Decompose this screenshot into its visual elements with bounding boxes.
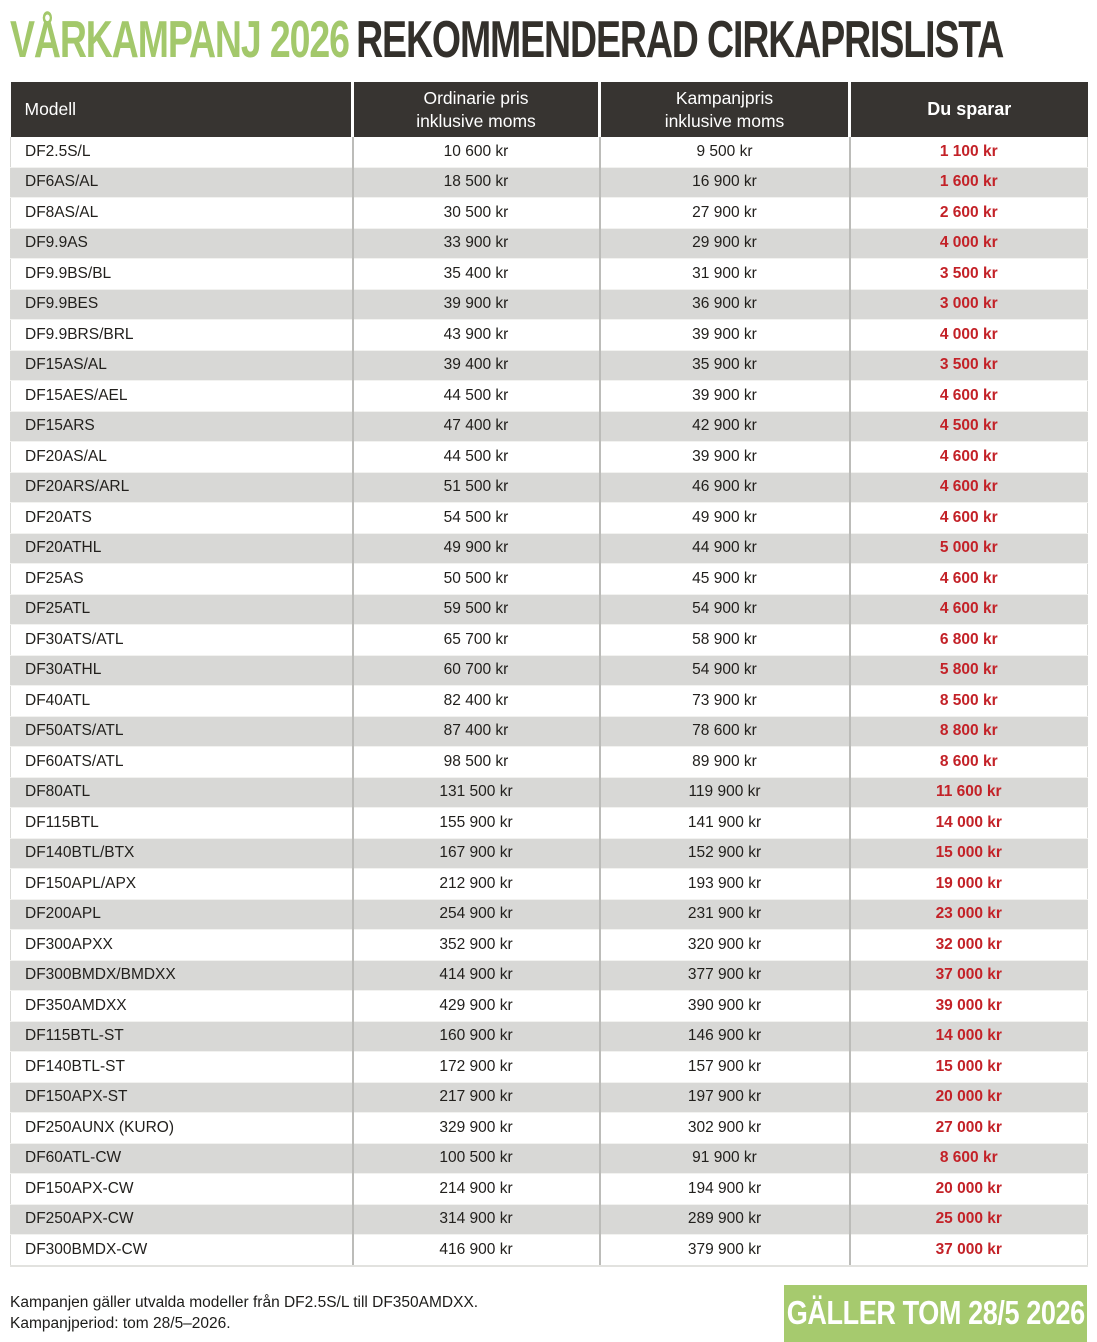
cell-ordinary-price: 35 400 kr xyxy=(353,259,600,290)
cell-campaign-price: 39 900 kr xyxy=(600,381,850,412)
table-row xyxy=(11,411,1088,442)
table-row xyxy=(11,503,1088,534)
cell-campaign-price: 152 900 kr xyxy=(600,838,850,869)
cell-model: DF60ATL-CW xyxy=(11,1143,353,1174)
cell-campaign-price: 289 900 kr xyxy=(600,1204,850,1235)
table-row xyxy=(11,167,1088,198)
cell-campaign-price: 78 600 kr xyxy=(600,716,850,747)
table-row xyxy=(11,625,1088,656)
cell-campaign-price: 16 900 kr xyxy=(600,167,850,198)
cell-ordinary-price: 51 500 kr xyxy=(353,472,600,503)
table-row xyxy=(11,1021,1088,1052)
header-line: Ordinarie pris xyxy=(423,87,529,108)
column-header-kampanjpris xyxy=(600,82,850,137)
cell-savings: 39 000 kr xyxy=(850,991,1088,1022)
cell-savings: 6 800 kr xyxy=(850,625,1088,656)
table-row xyxy=(11,533,1088,564)
table-row xyxy=(11,1113,1088,1144)
validity-badge xyxy=(784,1285,1087,1342)
cell-savings: 23 000 kr xyxy=(850,899,1088,930)
cell-campaign-price: 89 900 kr xyxy=(600,747,850,778)
cell-savings: 8 800 kr xyxy=(850,716,1088,747)
cell-savings: 4 600 kr xyxy=(850,442,1088,473)
cell-campaign-price: 302 900 kr xyxy=(600,1113,850,1144)
cell-model: DF150APX-CW xyxy=(11,1174,353,1205)
cell-savings: 4 600 kr xyxy=(850,381,1088,412)
cell-campaign-price: 197 900 kr xyxy=(600,1082,850,1113)
cell-campaign-price: 390 900 kr xyxy=(600,991,850,1022)
table-row xyxy=(11,991,1088,1022)
cell-savings: 14 000 kr xyxy=(850,808,1088,839)
table-row xyxy=(11,350,1088,381)
cell-campaign-price: 377 900 kr xyxy=(600,960,850,991)
table-row xyxy=(11,1235,1088,1266)
cell-ordinary-price: 217 900 kr xyxy=(353,1082,600,1113)
table-row xyxy=(11,808,1088,839)
cell-campaign-price: 36 900 kr xyxy=(600,289,850,320)
table-row xyxy=(11,1204,1088,1235)
cell-savings: 15 000 kr xyxy=(850,1052,1088,1083)
cell-savings: 4 000 kr xyxy=(850,228,1088,259)
cell-model: DF25AS xyxy=(11,564,353,595)
cell-ordinary-price: 10 600 kr xyxy=(353,137,600,167)
cell-campaign-price: 146 900 kr xyxy=(600,1021,850,1052)
cell-ordinary-price: 160 900 kr xyxy=(353,1021,600,1052)
cell-ordinary-price: 59 500 kr xyxy=(353,594,600,625)
cell-model: DF150APX-ST xyxy=(11,1082,353,1113)
table-row xyxy=(11,686,1088,717)
cell-savings: 37 000 kr xyxy=(850,1235,1088,1266)
cell-model: DF20ATS xyxy=(11,503,353,534)
cell-ordinary-price: 39 400 kr xyxy=(353,350,600,381)
cell-model: DF15AES/AEL xyxy=(11,381,353,412)
cell-campaign-price: 379 900 kr xyxy=(600,1235,850,1266)
cell-ordinary-price: 314 900 kr xyxy=(353,1204,600,1235)
table-header-row xyxy=(11,82,1088,137)
cell-campaign-price: 45 900 kr xyxy=(600,564,850,595)
cell-model: DF20ATHL xyxy=(11,533,353,564)
cell-savings: 4 600 kr xyxy=(850,472,1088,503)
cell-savings: 20 000 kr xyxy=(850,1174,1088,1205)
cell-campaign-price: 157 900 kr xyxy=(600,1052,850,1083)
table-row xyxy=(11,442,1088,473)
cell-ordinary-price: 87 400 kr xyxy=(353,716,600,747)
cell-ordinary-price: 167 900 kr xyxy=(353,838,600,869)
cell-ordinary-price: 44 500 kr xyxy=(353,442,600,473)
cell-ordinary-price: 60 700 kr xyxy=(353,655,600,686)
cell-ordinary-price: 18 500 kr xyxy=(353,167,600,198)
table-row xyxy=(11,777,1088,808)
cell-campaign-price: 9 500 kr xyxy=(600,137,850,167)
table-row xyxy=(11,289,1088,320)
cell-ordinary-price: 44 500 kr xyxy=(353,381,600,412)
table-row xyxy=(11,472,1088,503)
cell-model: DF6AS/AL xyxy=(11,167,353,198)
cell-ordinary-price: 414 900 kr xyxy=(353,960,600,991)
cell-campaign-price: 27 900 kr xyxy=(600,198,850,229)
cell-model: DF60ATS/ATL xyxy=(11,747,353,778)
cell-savings: 4 500 kr xyxy=(850,411,1088,442)
cell-savings: 4 600 kr xyxy=(850,594,1088,625)
cell-campaign-price: 35 900 kr xyxy=(600,350,850,381)
cell-campaign-price: 39 900 kr xyxy=(600,320,850,351)
page-title xyxy=(10,11,1004,69)
table-row xyxy=(11,1174,1088,1205)
cell-ordinary-price: 43 900 kr xyxy=(353,320,600,351)
cell-ordinary-price: 254 900 kr xyxy=(353,899,600,930)
cell-ordinary-price: 30 500 kr xyxy=(353,198,600,229)
cell-ordinary-price: 49 900 kr xyxy=(353,533,600,564)
cell-ordinary-price: 172 900 kr xyxy=(353,1052,600,1083)
cell-model: DF140BTL-ST xyxy=(11,1052,353,1083)
cell-model: DF2.5S/L xyxy=(11,137,353,167)
table-row xyxy=(11,594,1088,625)
cell-model: DF20AS/AL xyxy=(11,442,353,473)
cell-savings: 5 800 kr xyxy=(850,655,1088,686)
cell-model: DF80ATL xyxy=(11,777,353,808)
cell-ordinary-price: 212 900 kr xyxy=(353,869,600,900)
cell-model: DF300BMDX/BMDXX xyxy=(11,960,353,991)
cell-model: DF9.9BRS/BRL xyxy=(11,320,353,351)
header-line: inklusive moms xyxy=(416,110,536,131)
cell-model: DF30ATS/ATL xyxy=(11,625,353,656)
cell-model: DF300BMDX-CW xyxy=(11,1235,353,1266)
table-row xyxy=(11,1052,1088,1083)
cell-model: DF15ARS xyxy=(11,411,353,442)
cell-ordinary-price: 33 900 kr xyxy=(353,228,600,259)
cell-ordinary-price: 39 900 kr xyxy=(353,289,600,320)
cell-ordinary-price: 329 900 kr xyxy=(353,1113,600,1144)
price-table xyxy=(10,82,1088,1267)
table-row xyxy=(11,137,1088,167)
cell-ordinary-price: 429 900 kr xyxy=(353,991,600,1022)
cell-model: DF350AMDXX xyxy=(11,991,353,1022)
validity-badge-label: GÄLLER TOM 28/5 2026 xyxy=(786,1294,1085,1331)
cell-ordinary-price: 416 900 kr xyxy=(353,1235,600,1266)
table-row xyxy=(11,1082,1088,1113)
cell-model: DF150APL/APX xyxy=(11,869,353,900)
cell-campaign-price: 54 900 kr xyxy=(600,594,850,625)
cell-savings: 4 000 kr xyxy=(850,320,1088,351)
cell-savings: 1 100 kr xyxy=(850,137,1088,167)
header-line: inklusive moms xyxy=(664,110,785,131)
column-header-modell: Modell xyxy=(11,82,353,137)
cell-model: DF9.9BES xyxy=(11,289,353,320)
cell-ordinary-price: 131 500 kr xyxy=(353,777,600,808)
cell-savings: 8 500 kr xyxy=(850,686,1088,717)
campaign-note: Kampanjen gäller utvalda modeller från DF2.5S/L till DF350AMDXX. xyxy=(10,1293,479,1311)
cell-campaign-price: 141 900 kr xyxy=(600,808,850,839)
column-header-du-sparar: Du sparar xyxy=(850,82,1088,137)
table-row xyxy=(11,716,1088,747)
table-row xyxy=(11,259,1088,290)
cell-model: DF15AS/AL xyxy=(11,350,353,381)
cell-savings: 4 600 kr xyxy=(850,564,1088,595)
cell-ordinary-price: 50 500 kr xyxy=(353,564,600,595)
cell-campaign-price: 46 900 kr xyxy=(600,472,850,503)
cell-savings: 14 000 kr xyxy=(850,1021,1088,1052)
cell-campaign-price: 42 900 kr xyxy=(600,411,850,442)
cell-model: DF9.9BS/BL xyxy=(11,259,353,290)
table-row xyxy=(11,564,1088,595)
cell-campaign-price: 231 900 kr xyxy=(600,899,850,930)
cell-savings: 1 600 kr xyxy=(850,167,1088,198)
cell-savings: 3 500 kr xyxy=(850,350,1088,381)
table-row xyxy=(11,1143,1088,1174)
campaign-period-note: Kampanjperiod: tom 28/5–2026. xyxy=(10,1314,231,1332)
cell-savings: 37 000 kr xyxy=(850,960,1088,991)
cell-model: DF8AS/AL xyxy=(11,198,353,229)
cell-model: DF9.9AS xyxy=(11,228,353,259)
cell-savings: 4 600 kr xyxy=(850,503,1088,534)
cell-campaign-price: 54 900 kr xyxy=(600,655,850,686)
column-header-ordinarie-pris xyxy=(353,82,600,137)
cell-campaign-price: 73 900 kr xyxy=(600,686,850,717)
cell-campaign-price: 58 900 kr xyxy=(600,625,850,656)
cell-savings: 27 000 kr xyxy=(850,1113,1088,1144)
cell-campaign-price: 193 900 kr xyxy=(600,869,850,900)
cell-savings: 2 600 kr xyxy=(850,198,1088,229)
cell-savings: 5 000 kr xyxy=(850,533,1088,564)
cell-model: DF250AUNX (KURO) xyxy=(11,1113,353,1144)
cell-campaign-price: 320 900 kr xyxy=(600,930,850,961)
table-row xyxy=(11,838,1088,869)
cell-savings: 25 000 kr xyxy=(850,1204,1088,1235)
page-title-rest: REKOMMENDERAD CIRKAPRISLISTA xyxy=(356,11,1004,69)
cell-savings: 15 000 kr xyxy=(850,838,1088,869)
cell-model: DF115BTL-ST xyxy=(11,1021,353,1052)
cell-ordinary-price: 352 900 kr xyxy=(353,930,600,961)
cell-ordinary-price: 82 400 kr xyxy=(353,686,600,717)
cell-savings: 8 600 kr xyxy=(850,1143,1088,1174)
cell-campaign-price: 194 900 kr xyxy=(600,1174,850,1205)
cell-savings: 20 000 kr xyxy=(850,1082,1088,1113)
cell-savings: 3 500 kr xyxy=(850,259,1088,290)
cell-savings: 3 000 kr xyxy=(850,289,1088,320)
cell-ordinary-price: 98 500 kr xyxy=(353,747,600,778)
cell-savings: 11 600 kr xyxy=(850,777,1088,808)
campaign-notes xyxy=(10,1291,478,1336)
table-row xyxy=(11,198,1088,229)
cell-campaign-price: 39 900 kr xyxy=(600,442,850,473)
cell-model: DF140BTL/BTX xyxy=(11,838,353,869)
cell-model: DF25ATL xyxy=(11,594,353,625)
cell-campaign-price: 91 900 kr xyxy=(600,1143,850,1174)
cell-savings: 32 000 kr xyxy=(850,930,1088,961)
table-row xyxy=(11,960,1088,991)
cell-model: DF50ATS/ATL xyxy=(11,716,353,747)
table-row xyxy=(11,320,1088,351)
table-row xyxy=(11,899,1088,930)
table-row xyxy=(11,869,1088,900)
cell-savings: 8 600 kr xyxy=(850,747,1088,778)
footer xyxy=(10,1285,1087,1342)
cell-campaign-price: 44 900 kr xyxy=(600,533,850,564)
table-row xyxy=(11,228,1088,259)
cell-savings: 19 000 kr xyxy=(850,869,1088,900)
cell-ordinary-price: 65 700 kr xyxy=(353,625,600,656)
cell-ordinary-price: 155 900 kr xyxy=(353,808,600,839)
cell-ordinary-price: 54 500 kr xyxy=(353,503,600,534)
table-row xyxy=(11,381,1088,412)
cell-campaign-price: 49 900 kr xyxy=(600,503,850,534)
cell-model: DF40ATL xyxy=(11,686,353,717)
cell-ordinary-price: 100 500 kr xyxy=(353,1143,600,1174)
cell-model: DF300APXX xyxy=(11,930,353,961)
campaign-title-highlight: VÅRKAMPANJ 2026 xyxy=(10,11,349,69)
cell-model: DF30ATHL xyxy=(11,655,353,686)
cell-ordinary-price: 47 400 kr xyxy=(353,411,600,442)
cell-model: DF20ARS/ARL xyxy=(11,472,353,503)
cell-campaign-price: 119 900 kr xyxy=(600,777,850,808)
cell-model: DF115BTL xyxy=(11,808,353,839)
header-line: Kampanjpris xyxy=(675,87,774,108)
cell-campaign-price: 31 900 kr xyxy=(600,259,850,290)
table-row xyxy=(11,930,1088,961)
cell-model: DF200APL xyxy=(11,899,353,930)
cell-ordinary-price: 214 900 kr xyxy=(353,1174,600,1205)
cell-model: DF250APX-CW xyxy=(11,1204,353,1235)
cell-campaign-price: 29 900 kr xyxy=(600,228,850,259)
table-row xyxy=(11,655,1088,686)
table-row xyxy=(11,747,1088,778)
